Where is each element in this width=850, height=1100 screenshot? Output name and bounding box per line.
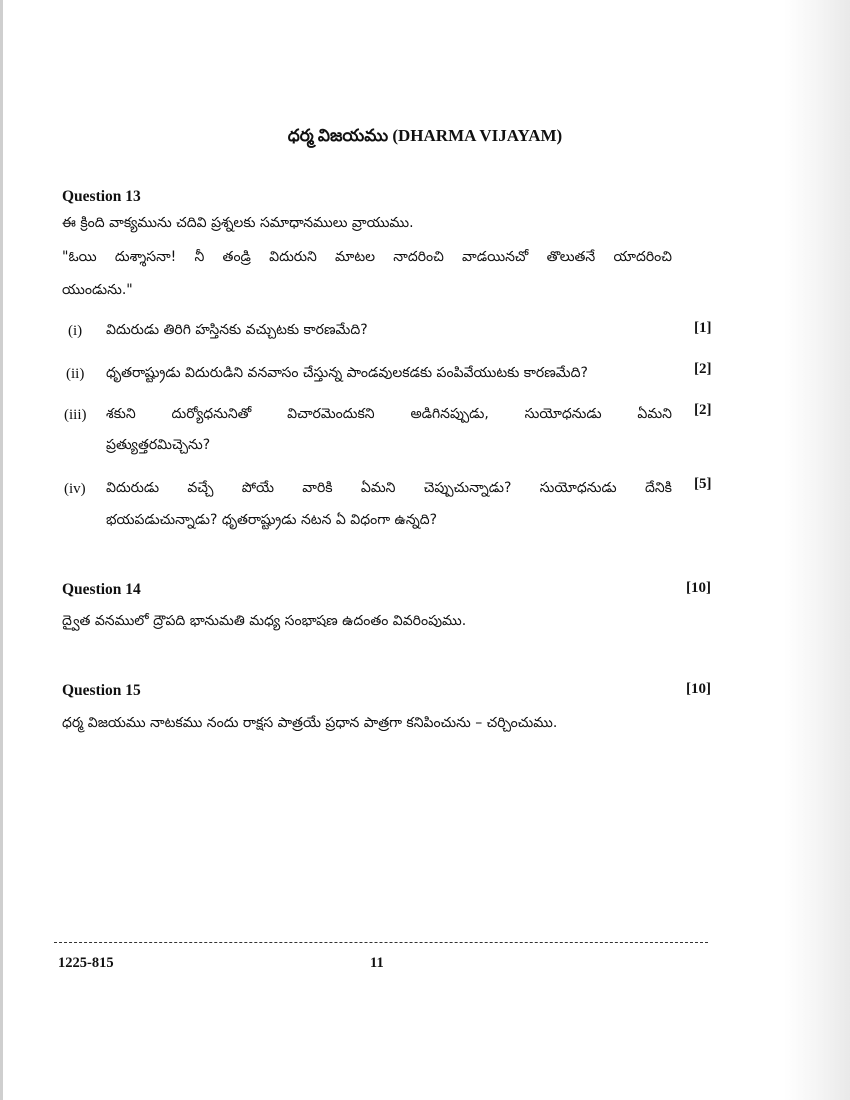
question-15-marks: [10] xyxy=(686,681,711,697)
question-14-text: ద్వైత వనములో ద్రౌపది భానుమతి మధ్య సంభాషణ ఉదంతం వివరింపుము. xyxy=(62,613,467,629)
item-number: (iv) xyxy=(64,481,86,497)
sub-question-text-continued: ప్రత్యుత్తరమిచ్చెను? xyxy=(106,437,211,453)
paper-code: 1225-815 xyxy=(58,955,114,971)
question-13-quote-line-2: యుండును." xyxy=(62,282,133,298)
question-14-heading: Question 14 xyxy=(62,581,141,598)
page-right-shadow xyxy=(784,0,850,1100)
sub-question-text: విదురుడు తిరిగి హస్తినకు వచ్చుటకు కారణమేది? xyxy=(106,322,368,338)
item-number: (i) xyxy=(68,323,83,339)
marks-badge: [5] xyxy=(694,476,712,492)
marks-badge: [2] xyxy=(694,402,712,418)
question-14-marks: [10] xyxy=(686,580,711,596)
page-number: 11 xyxy=(370,955,384,971)
item-number: (iii) xyxy=(64,407,87,423)
question-15-text: ధర్మ విజయము నాటకము నందు రాక్షస పాత్రయే ప్రధాన పాత్రగా కనిపించును – చర్చించుము. xyxy=(62,715,558,731)
sub-question-text-continued: భయపడుచున్నాడు? ధృతరాష్ట్రుడు నటన ఏ విధంగా ఉన్నది? xyxy=(106,512,438,528)
sub-question-text: ధృతరాష్ట్రుడు విదురుడిని వనవాసం చేస్తున్న పాండవులకడకు పంపివేయుటకు కారణమేది? xyxy=(106,365,588,381)
question-13-quote-line-1: "ఓయి దుశ్శాసనా! నీ తండ్రి విదురుని మాటల నాదరించి వాడయినచో తొలుతనే యాదరించి xyxy=(62,249,672,265)
footer-divider xyxy=(54,942,708,943)
item-number: (ii) xyxy=(66,366,85,382)
sub-question-text: శకుని దుర్యోధనునితో విచారమెందుకని అడిగినప్పుడు, సుయోధనుడు ఏమని xyxy=(106,406,672,422)
section-title: ధర్మ విజయము (DHARMA VIJAYAM) xyxy=(287,126,563,145)
question-13-heading: Question 13 xyxy=(62,188,141,205)
marks-badge: [1] xyxy=(694,320,712,336)
question-15-heading: Question 15 xyxy=(62,682,141,699)
marks-badge: [2] xyxy=(694,361,712,377)
sub-question-text: విదురుడు వచ్చే పోయే వారికి ఏమని చెప్పుచున్నాడు? సుయోధనుడు దేనికి xyxy=(106,480,672,496)
page-left-edge xyxy=(0,0,3,1100)
question-13-instruction: ఈ క్రింది వాక్యమును చదివి ప్రశ్నలకు సమాధానములు వ్రాయుము. xyxy=(62,215,414,231)
